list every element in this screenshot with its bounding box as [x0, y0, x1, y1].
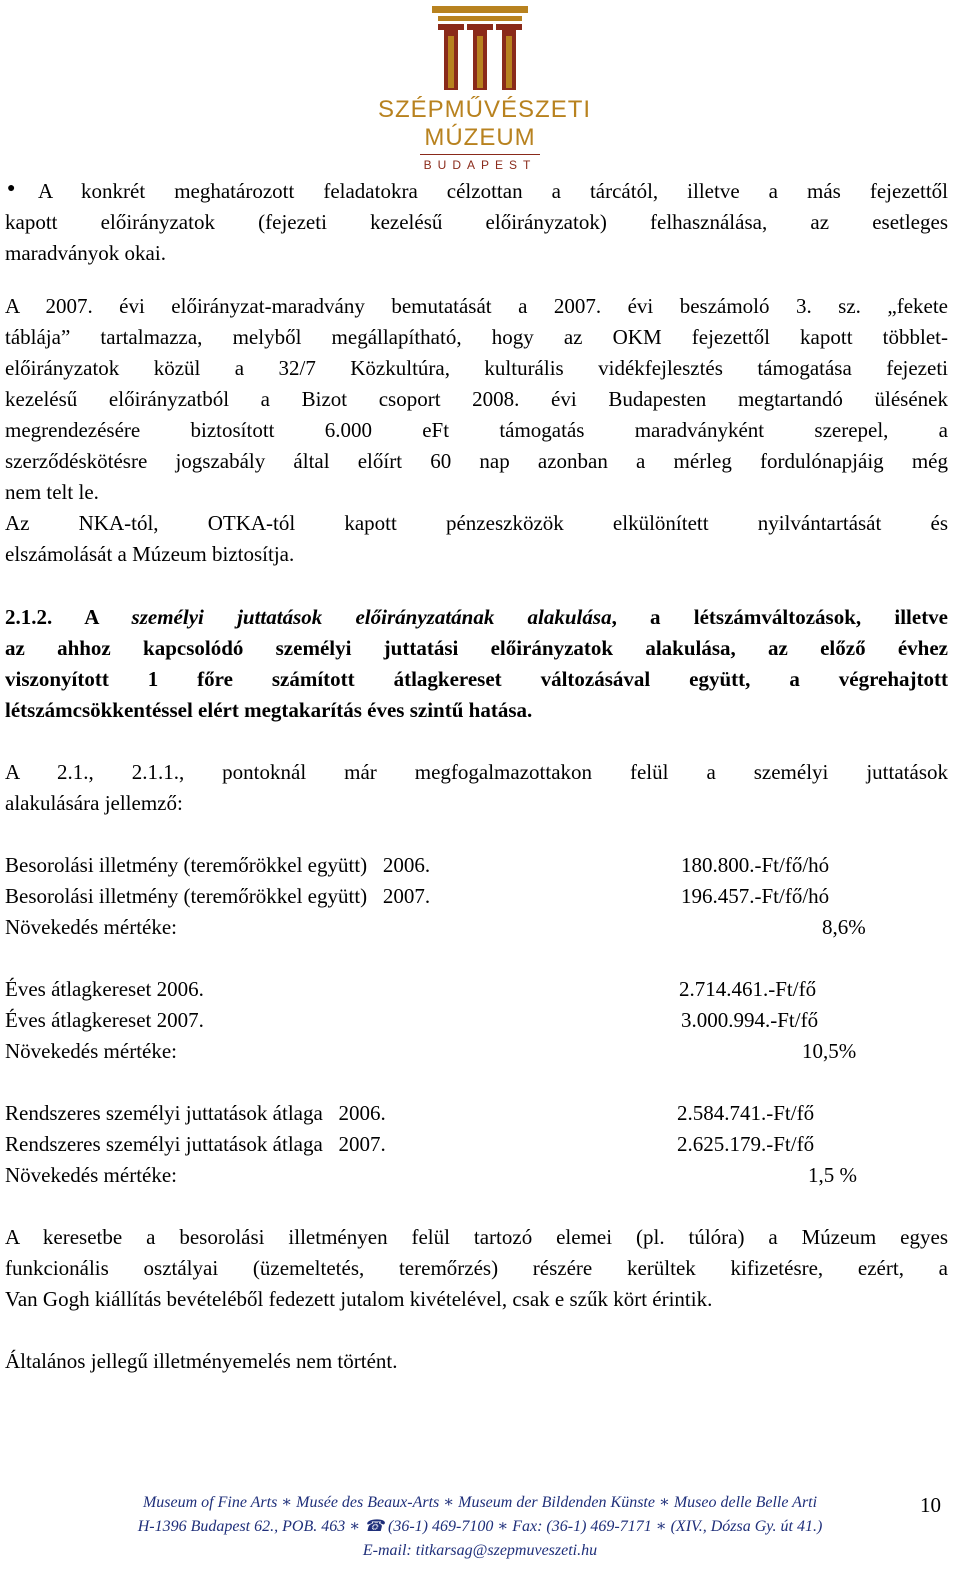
figure-label: Rendszeres személyi juttatások átlaga 2007.	[5, 1132, 386, 1156]
paragraph-illetmenyemeles	[5, 1346, 948, 1377]
text-line: előirányzatok közül a 32/7 Közkultúra, kulturális vidékfejlesztés támogatása fejezeti	[5, 356, 948, 380]
temple-columns-icon	[378, 0, 582, 96]
bullet-paragraph	[38, 176, 948, 207]
logo-city: BUDAPEST	[423, 158, 537, 172]
text-line: nem telt le.	[5, 480, 99, 504]
page-number: 10	[920, 1493, 941, 1517]
text-line: A 2007. évi előirányzat-maradvány bemutatását a 2007. évi beszámoló 3. sz. „fekete	[5, 294, 948, 318]
figure-row	[5, 881, 905, 912]
figure-value: 3.000.994.-Ft/fő	[681, 1008, 819, 1032]
logo-name-line1: SZÉPMŰVÉSZETI	[378, 96, 592, 123]
text-line: A keresetbe a besorolási illetményen felül tartozó elemei (pl. túlóra) a Múzeum egyes	[5, 1225, 948, 1249]
text-line: A konkrét meghatározott feladatokra célzottan a tárcától, illetve a más fejezettől	[38, 179, 948, 203]
figure-row	[5, 1005, 905, 1036]
text-line: maradványok okai.	[5, 241, 166, 265]
paragraph-intro-figures	[5, 757, 948, 819]
text-line: alakulására jellemző:	[5, 791, 183, 815]
figure-value: 2.625.179.-Ft/fő	[677, 1132, 815, 1156]
figure-value: 2.584.741.-Ft/fő	[677, 1101, 815, 1125]
text-line: Az NKA-tól, OTKA-tól kapott pénzeszközök elkülönített nyilvántartását és	[5, 511, 948, 535]
heading-number: 2.1.2. A	[5, 605, 132, 629]
paragraph-maradvany	[5, 291, 948, 508]
text-line: kapott előirányzatok (fejezeti kezelésű előirányzatok) felhasználása, az esetleges	[5, 210, 948, 234]
text-line: funkcionális osztályai (üzemeltetés, teremőrzés) részére kerültek kifizetésre, ezért, a	[5, 1256, 948, 1280]
figure-label: Növekedés mértéke:	[5, 1039, 178, 1063]
bullet-paragraph-cont	[5, 207, 948, 269]
heading-italic: személyi juttatások előirányzatának alakulása	[131, 605, 612, 629]
figure-value: 196.457.-Ft/fő/hó	[681, 884, 830, 908]
heading-line: viszonyított 1 főre számított átlagkereset változásával együtt, a végrehajtott	[5, 667, 948, 691]
text-line: táblája” tartalmazza, melyből megállapítható, hogy az OKM fejezettől kapott többlet-	[5, 325, 948, 349]
heading-line	[5, 602, 948, 633]
text-line: elszámolását a Múzeum biztosítja.	[5, 542, 295, 566]
museum-logo	[378, 0, 592, 176]
figure-row	[5, 1098, 905, 1129]
figure-value: 10,5%	[802, 1039, 857, 1063]
section-heading	[5, 602, 948, 726]
text-line: megrendezésére biztosított 6.000 eFt támogatás maradványként szerepel, a	[5, 418, 948, 442]
paragraph-nka	[5, 508, 948, 570]
heading-rest: , a létszámváltozások, illetve	[611, 605, 949, 629]
footer-email[interactable]: E-mail: titkarsag@szepmuveszeti.hu	[362, 1542, 598, 1559]
logo-name-line2: MÚZEUM	[424, 124, 536, 151]
text-line: Általános jellegű illetményemelés nem történt.	[5, 1349, 398, 1373]
text-line: A 2.1., 2.1.1., pontoknál már megfogalmazottakon felül a személyi juttatások	[5, 760, 948, 784]
figure-label: Növekedés mértéke:	[5, 1163, 178, 1187]
figure-value: 8,6%	[822, 915, 866, 939]
figure-label: Éves átlagkereset 2006.	[5, 977, 204, 1001]
logo-divider	[420, 154, 540, 155]
figure-value: 180.800.-Ft/fő/hó	[681, 853, 830, 877]
text-line: kezelésű előirányzatból a Bizot csoport 2008. évi Budapesten megtartandó ülésének	[5, 387, 948, 411]
figure-row	[5, 1160, 905, 1191]
paragraph-kereset	[5, 1222, 948, 1315]
bullet-icon: ●	[7, 181, 16, 196]
heading-line: létszámcsökkentéssel elért megtakarítás éves szintű hatása.	[5, 698, 533, 722]
figure-label: Rendszeres személyi juttatások átlaga 2006.	[5, 1101, 386, 1125]
text-line: Van Gogh kiállítás bevételéből fedezett jutalom kivételével, csak e szűk kört érintik.	[5, 1287, 713, 1311]
figure-label: Éves átlagkereset 2007.	[5, 1008, 204, 1032]
figure-row	[5, 1036, 905, 1067]
figure-row	[5, 912, 905, 943]
figure-label: Besorolási illetmény (teremőrökkel együtt) 2006.	[5, 853, 431, 877]
figure-label: Növekedés mértéke:	[5, 915, 178, 939]
heading-line: az ahhoz kapcsolódó személyi juttatási előirányzatok alakulása, az előző évhez	[5, 636, 948, 660]
figure-row	[5, 850, 905, 881]
figure-value: 1,5 %	[808, 1163, 857, 1187]
text-line: szerződéskötésre jogszabály által előírt 60 nap azonban a mérleg fordulónapjáig még	[5, 449, 948, 473]
footer-address: H-1396 Budapest 62., POB. 463 ∗ ☎ (36-1) 469-7100 ∗ Fax: (36-1) 469-7171 ∗ (XIV., Dózsa Gy. út 41.)	[137, 1518, 823, 1535]
figure-row	[5, 1129, 905, 1160]
figure-row	[5, 974, 905, 1005]
figure-label: Besorolási illetmény (teremőrökkel együtt) 2007.	[5, 884, 431, 908]
figure-value: 2.714.461.-Ft/fő	[679, 977, 817, 1001]
footer-museum-names: Museum of Fine Arts ∗ Musée des Beaux-Arts ∗ Museum der Bildenden Künste ∗ Museo delle Belle Arti	[142, 1494, 818, 1511]
